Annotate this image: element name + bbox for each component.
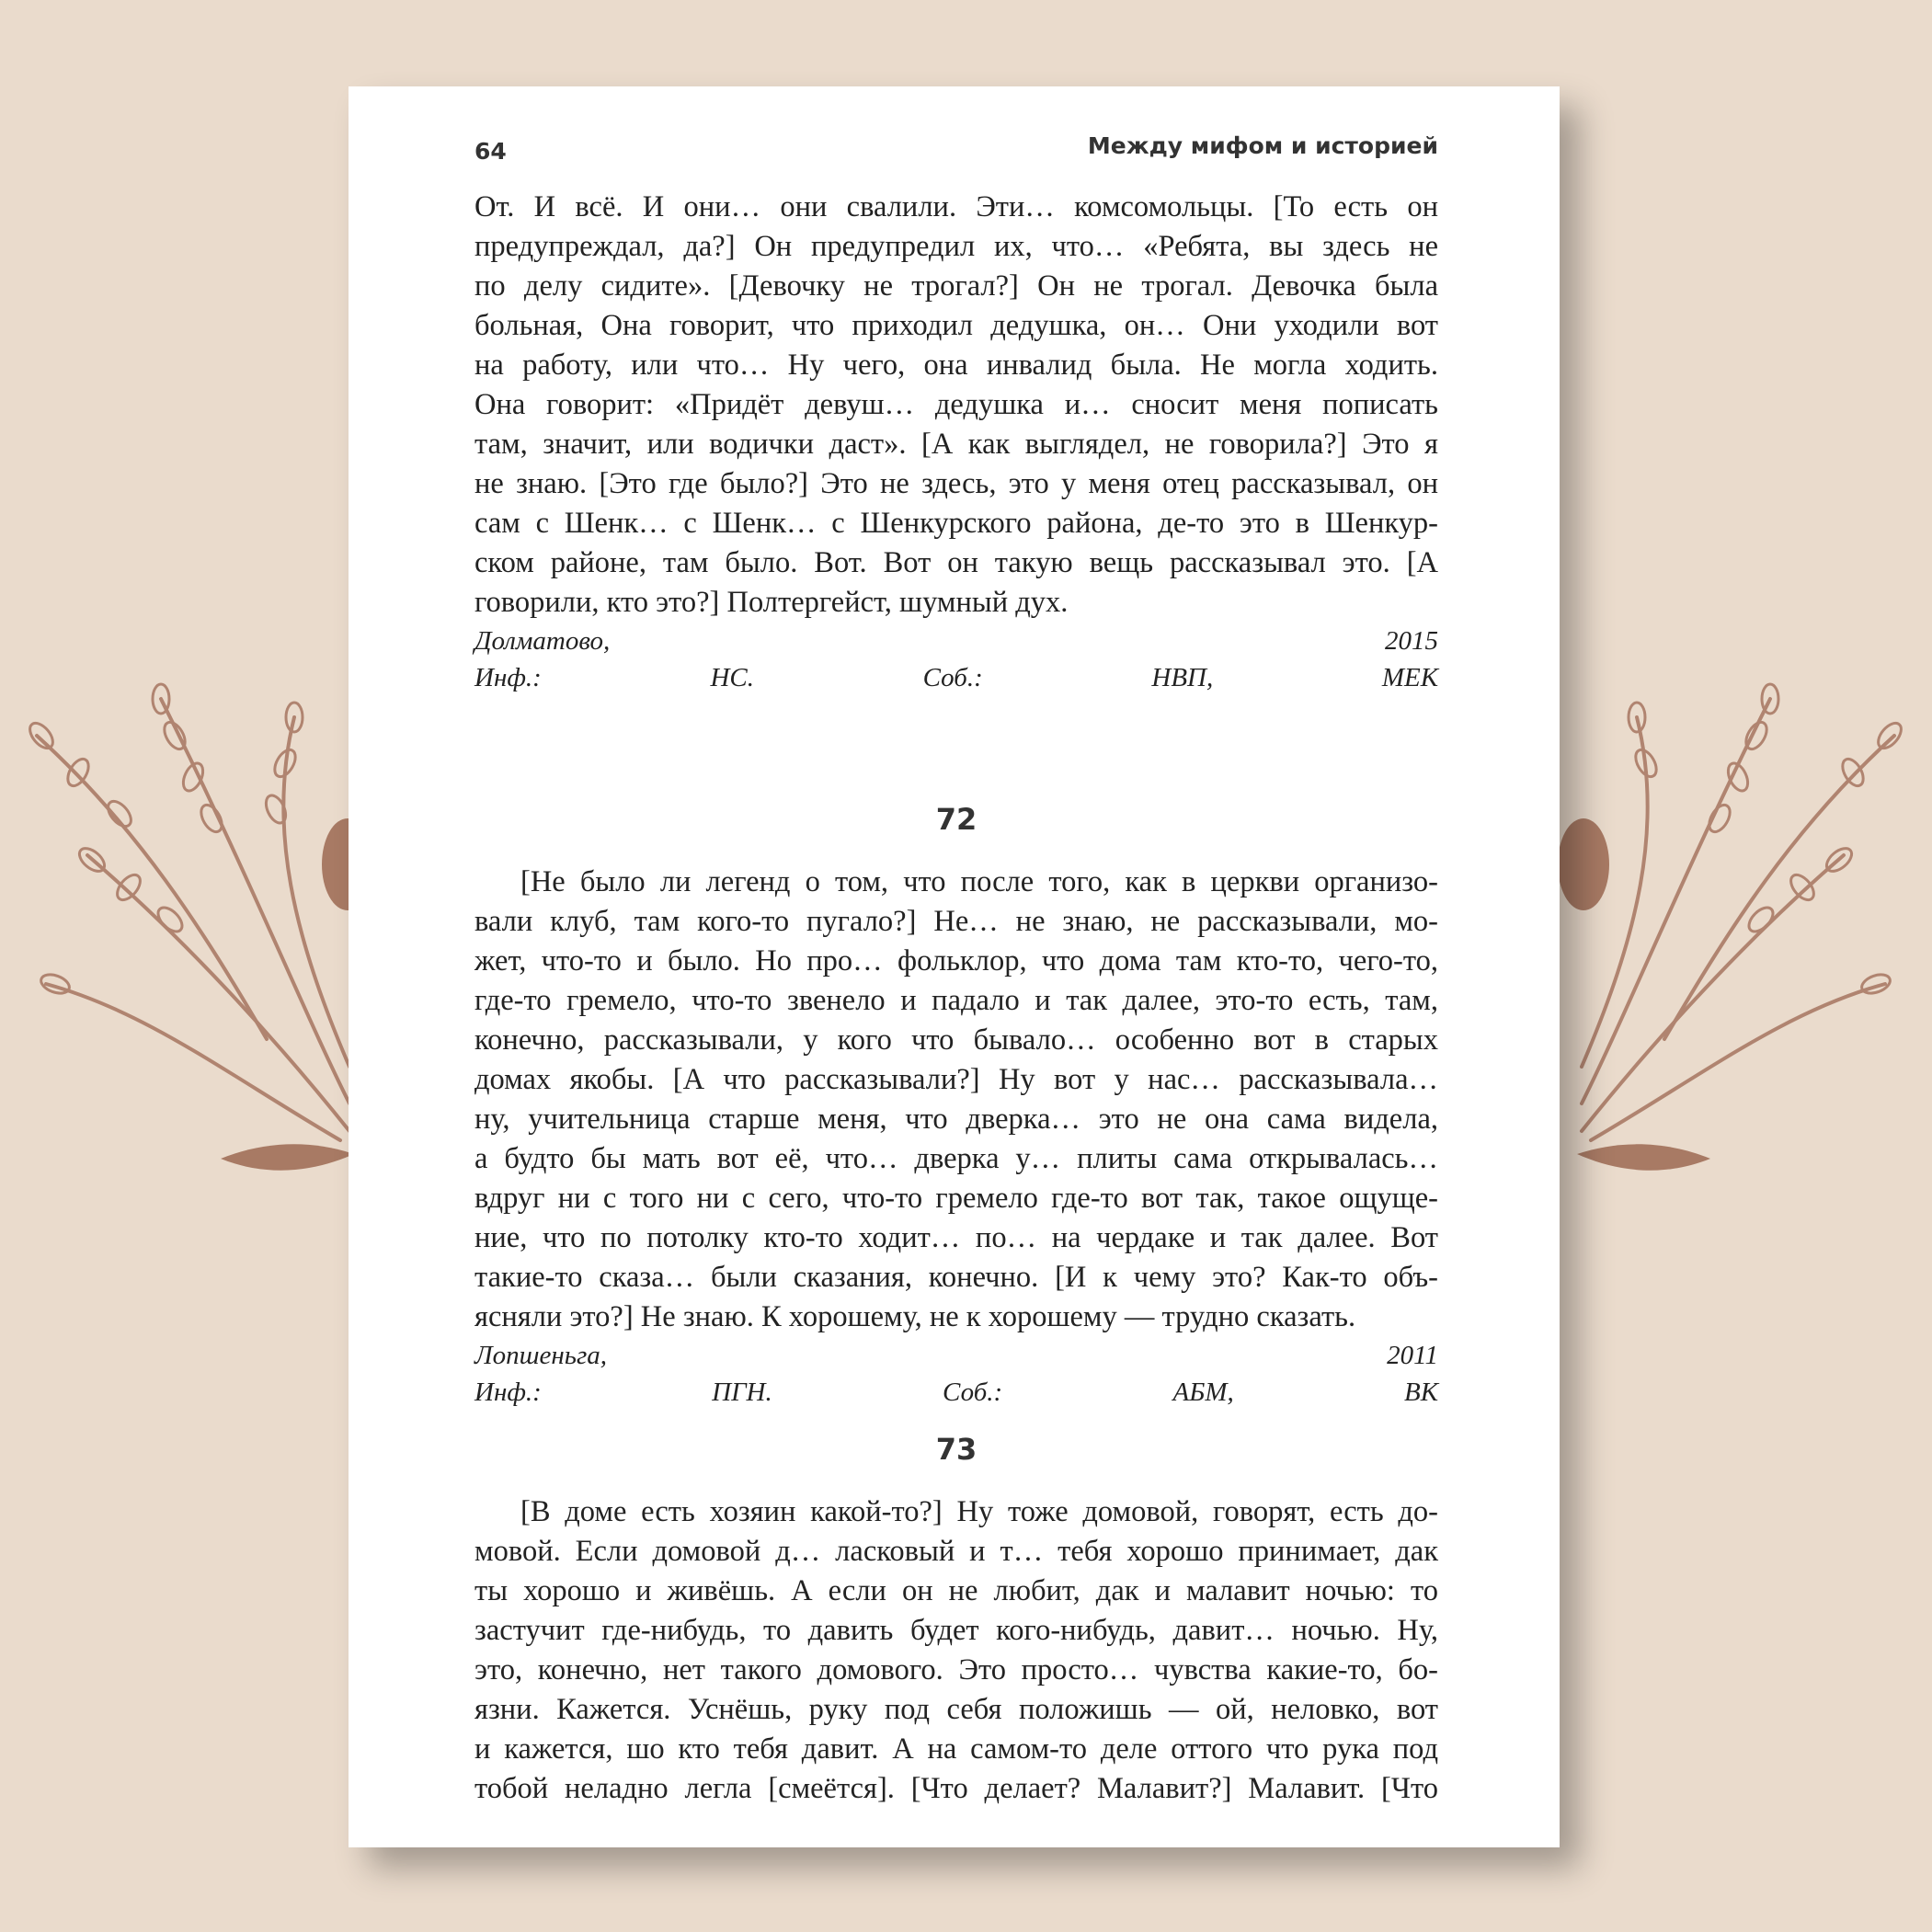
text-line: От. И всё. И они… они свалили. Эти… комсомольцы. [То есть он — [474, 190, 1438, 223]
text-line: ском районе, там было. Вот. Вот он такую вещь рассказывал это. [А — [474, 546, 1438, 579]
text-line: конечно, рассказывали, у кого что бывало… особенно вот в старых — [474, 1023, 1438, 1057]
entry-72 — [474, 802, 1438, 1411]
text-line: ну, учительница старше меня, что дверка… это не она сама видела, — [474, 1103, 1438, 1136]
text-line: говорили, кто это?] Полтергейст, шумный дух. — [474, 586, 1069, 619]
book-page — [349, 86, 1560, 1847]
text-line: а будто бы мать вот её, что… дверка у… плиты сама открывалась… — [474, 1142, 1438, 1175]
page-number: 64 — [474, 138, 507, 165]
text-line: на работу, или что… Ну чего, она инвалид была. Не могла ходить. — [474, 349, 1438, 382]
text-line: по делу сидите». [Девочку не трогал?] Он не трогал. Девочка была — [474, 269, 1438, 303]
entry-72-text — [474, 863, 1438, 1411]
text-line: предупреждал, да?] Он предупредил их, что… «Ребята, вы здесь не — [474, 230, 1438, 263]
text-line: ты хорошо и живёшь. А если он не любит, дак и малавит ночью: то — [474, 1574, 1438, 1607]
text-line: жет, что-то и было. Но про… фольклор, что дома там кто-то, чего-то, — [474, 944, 1438, 977]
entry-73-text — [474, 1492, 1438, 1809]
source-place: Долматово, 2015 — [474, 626, 1438, 656]
source-info: Инф.: ПГН. Соб.: АБМ, ВК — [474, 1378, 1438, 1407]
text-line: язни. Кажется. Уснёшь, руку под себя положишь — ой, неловко, вот — [474, 1693, 1438, 1726]
text-line: домах якобы. [А что рассказывали?] Ну вот у нас… рассказывала… — [474, 1063, 1438, 1096]
text-line: где-то гремело, что-то звенело и падало и так далее, это-то есть, там, — [474, 984, 1438, 1017]
text-line: и кажется, шо кто тебя давит. А на самом-то деле оттого что рука под — [474, 1732, 1438, 1766]
text-line: такие-то сказа… были сказания, конечно. [И к чему это? Как-то объ- — [474, 1261, 1438, 1294]
text-line: сам с Шенк… с Шенк… с Шенкурского района, де-то это в Шенкур- — [474, 507, 1438, 540]
text-line: [Не было ли легенд о том, что после того, как в церкви организо- — [520, 865, 1438, 898]
running-head — [474, 132, 1438, 169]
text-line: не знаю. [Это где было?] Это не здесь, это у меня отец рассказывал, он — [474, 467, 1438, 500]
source-info: Инф.: НС. Соб.: НВП, МЕК — [474, 663, 1438, 692]
text-line: ние, что по потолку кто-то ходит… по… на чердаке и так далее. Вот — [474, 1221, 1438, 1254]
text-line: [В доме есть хозяин какой-то?] Ну тоже домовой, говорят, есть до- — [520, 1495, 1438, 1528]
text-line: вдруг ни с того ни с сего, что-то гремело где-то вот так, такое ощуще- — [474, 1182, 1438, 1215]
text-line: это, конечно, нет такого домового. Это просто… чувства какие-то, бо- — [474, 1653, 1438, 1686]
text-line: вали клуб, там кого-то пугало?] Не… не знаю, не рассказывали, мо- — [474, 905, 1438, 938]
text-line: ясняли это?] Не знаю. К хорошему, не к хорошему — трудно сказать. — [474, 1300, 1356, 1333]
entry-73 — [474, 1432, 1438, 1809]
entry-number: 72 — [935, 802, 977, 837]
text-line: там, значит, или водички даст». [А как выглядел, не говорила?] Это я — [474, 428, 1438, 461]
text-line: тобой неладно легла [смеётся]. [Что делает? Малавит?] Малавит. [Что — [474, 1772, 1438, 1805]
running-title: Между мифом и историей — [1087, 132, 1438, 159]
entry-number: 73 — [935, 1432, 977, 1467]
text-line: Она говорит: «Придёт девуш… дедушка и… сносит меня пописать — [474, 388, 1438, 421]
text-line: мовой. Если домовой д… ласковый и т… тебя хорошо принимает, дак — [474, 1535, 1438, 1568]
text-line: застучит где-нибудь, то давить будет кого-нибудь, давит… ночью. Ну, — [474, 1614, 1438, 1647]
source-place: Лопшеньга, 2011 — [474, 1341, 1438, 1370]
entry-71-text — [474, 188, 1438, 696]
text-line: больная, Она говорит, что приходил дедушка, он… Они уходили вот — [474, 309, 1438, 342]
